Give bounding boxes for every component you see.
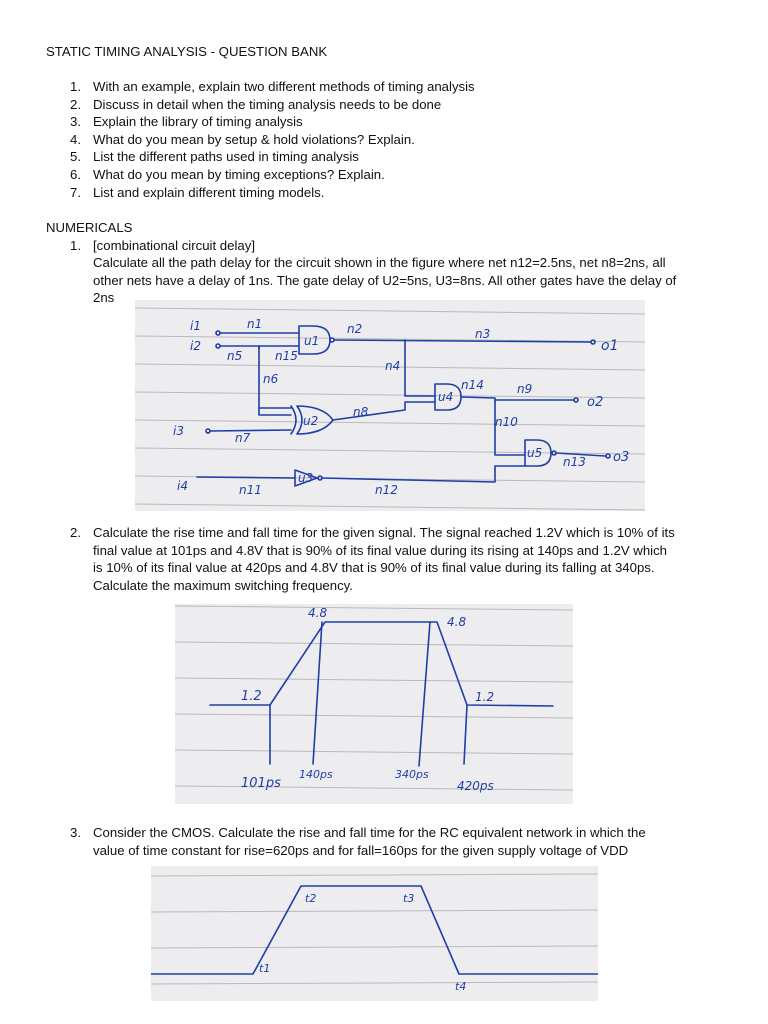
- svg-text:i1: i1: [190, 319, 201, 333]
- page-title: STATIC TIMING ANALYSIS - QUESTION BANK: [46, 44, 328, 59]
- question-number: 7.: [70, 184, 81, 200]
- notebook-rules: [175, 606, 573, 790]
- svg-text:n6: n6: [263, 372, 279, 386]
- svg-text:n12: n12: [375, 483, 398, 497]
- svg-text:1.2: 1.2: [241, 689, 262, 704]
- svg-text:n13: n13: [563, 455, 586, 469]
- numerical-text-line: value of time constant for rise=620ps and for fall=160ps for the given supply voltage of VDD: [93, 842, 629, 858]
- svg-text:n2: n2: [347, 322, 363, 336]
- circuit-labels: [173, 317, 629, 497]
- svg-text:n14: n14: [461, 378, 484, 392]
- question-number: 5.: [70, 149, 81, 165]
- numerical-text-line: Calculate all the path delay for the circuit shown in the figure where net n12=2.5ns, net n8=2ns, all: [93, 255, 666, 271]
- svg-text:i2: i2: [190, 339, 201, 353]
- svg-text:u3: u3: [298, 471, 314, 485]
- svg-text:n5: n5: [227, 349, 243, 363]
- svg-text:i4: i4: [177, 479, 188, 493]
- svg-text:1.2: 1.2: [475, 690, 495, 704]
- question-number: 2.: [70, 96, 81, 112]
- svg-text:i3: i3: [173, 424, 184, 438]
- rise-fall-waveform: [175, 604, 573, 804]
- question-number: 4.: [70, 131, 81, 147]
- svg-text:n15: n15: [275, 349, 298, 363]
- svg-text:t3: t3: [403, 892, 415, 905]
- question-text: With an example, explain two different methods of timing analysis: [93, 79, 475, 94]
- numerical-text-line: 2ns: [93, 290, 115, 306]
- numerical-text-line: Consider the CMOS. Calculate the rise and fall time for the RC equivalent network in which the: [93, 825, 646, 840]
- circuit-wires: [197, 326, 610, 486]
- svg-text:n8: n8: [353, 405, 369, 419]
- waveform: [151, 886, 598, 974]
- section-heading: NUMERICALS: [46, 220, 133, 235]
- numerical-number: 2.: [70, 525, 81, 540]
- question-text: List the different paths used in timing analysis: [93, 149, 359, 165]
- svg-text:420ps: 420ps: [457, 779, 494, 793]
- numerical-text-line: other nets have a delay of 1ns. The gate delay of U2=5ns, U3=8ns. All other gates have the delay of: [93, 272, 677, 288]
- svg-text:340ps: 340ps: [395, 768, 429, 781]
- question-text: List and explain different timing models.: [93, 184, 325, 200]
- svg-text:u5: u5: [527, 446, 543, 460]
- svg-text:n7: n7: [235, 431, 251, 445]
- numerical-text-line: Calculate the maximum switching frequency.: [93, 577, 353, 593]
- svg-text:t1: t1: [259, 962, 271, 975]
- notebook-rules: [151, 874, 598, 984]
- svg-text:101ps: 101ps: [241, 776, 281, 791]
- svg-text:o1: o1: [601, 338, 619, 354]
- question-text: What do you mean by setup & hold violations? Explain.: [93, 131, 415, 147]
- svg-text:u1: u1: [304, 334, 320, 348]
- numerical-text-line: Calculate the rise time and fall time for the given signal. The signal reached 1.2V which is 10% of its: [93, 525, 675, 540]
- svg-text:n10: n10: [495, 415, 518, 429]
- svg-text:4.8: 4.8: [447, 615, 467, 629]
- numerical-number: 3.: [70, 825, 81, 840]
- numerical-number: 1.: [70, 237, 81, 253]
- question-text: Discuss in detail when the timing analysis needs to be done: [93, 96, 442, 112]
- svg-text:u2: u2: [303, 414, 319, 428]
- svg-text:n3: n3: [475, 327, 491, 341]
- question-number: 1.: [70, 79, 81, 94]
- svg-text:n4: n4: [385, 359, 401, 373]
- numerical-text-line: [combinational circuit delay]: [93, 237, 255, 253]
- svg-text:o2: o2: [587, 395, 604, 410]
- waveform-labels: [241, 606, 494, 793]
- question-text: What do you mean by timing exceptions? Explain.: [93, 167, 385, 182]
- svg-text:n11: n11: [239, 483, 262, 497]
- numerical-text-line: final value at 101ps and 4.8V that is 90% of its final value during its rising at 140ps and 1.2V which: [93, 542, 668, 558]
- svg-text:t4: t4: [455, 980, 467, 993]
- numerical-text-line: is 10% of its final value at 420ps and 4.8V that is 90% of its final value during its falling at 340ps.: [93, 560, 655, 576]
- svg-text:140ps: 140ps: [299, 768, 333, 781]
- svg-text:n9: n9: [517, 382, 533, 396]
- question-number: 3.: [70, 114, 81, 130]
- svg-text:o3: o3: [613, 450, 630, 465]
- question-number: 6.: [70, 167, 81, 182]
- cmos-waveform: [151, 866, 598, 1001]
- svg-text:u4: u4: [438, 390, 454, 404]
- question-text: Explain the library of timing analysis: [93, 114, 303, 130]
- circuit-diagram: [135, 300, 645, 511]
- svg-text:4.8: 4.8: [308, 606, 328, 620]
- svg-text:t2: t2: [305, 892, 317, 905]
- svg-text:n1: n1: [247, 317, 263, 331]
